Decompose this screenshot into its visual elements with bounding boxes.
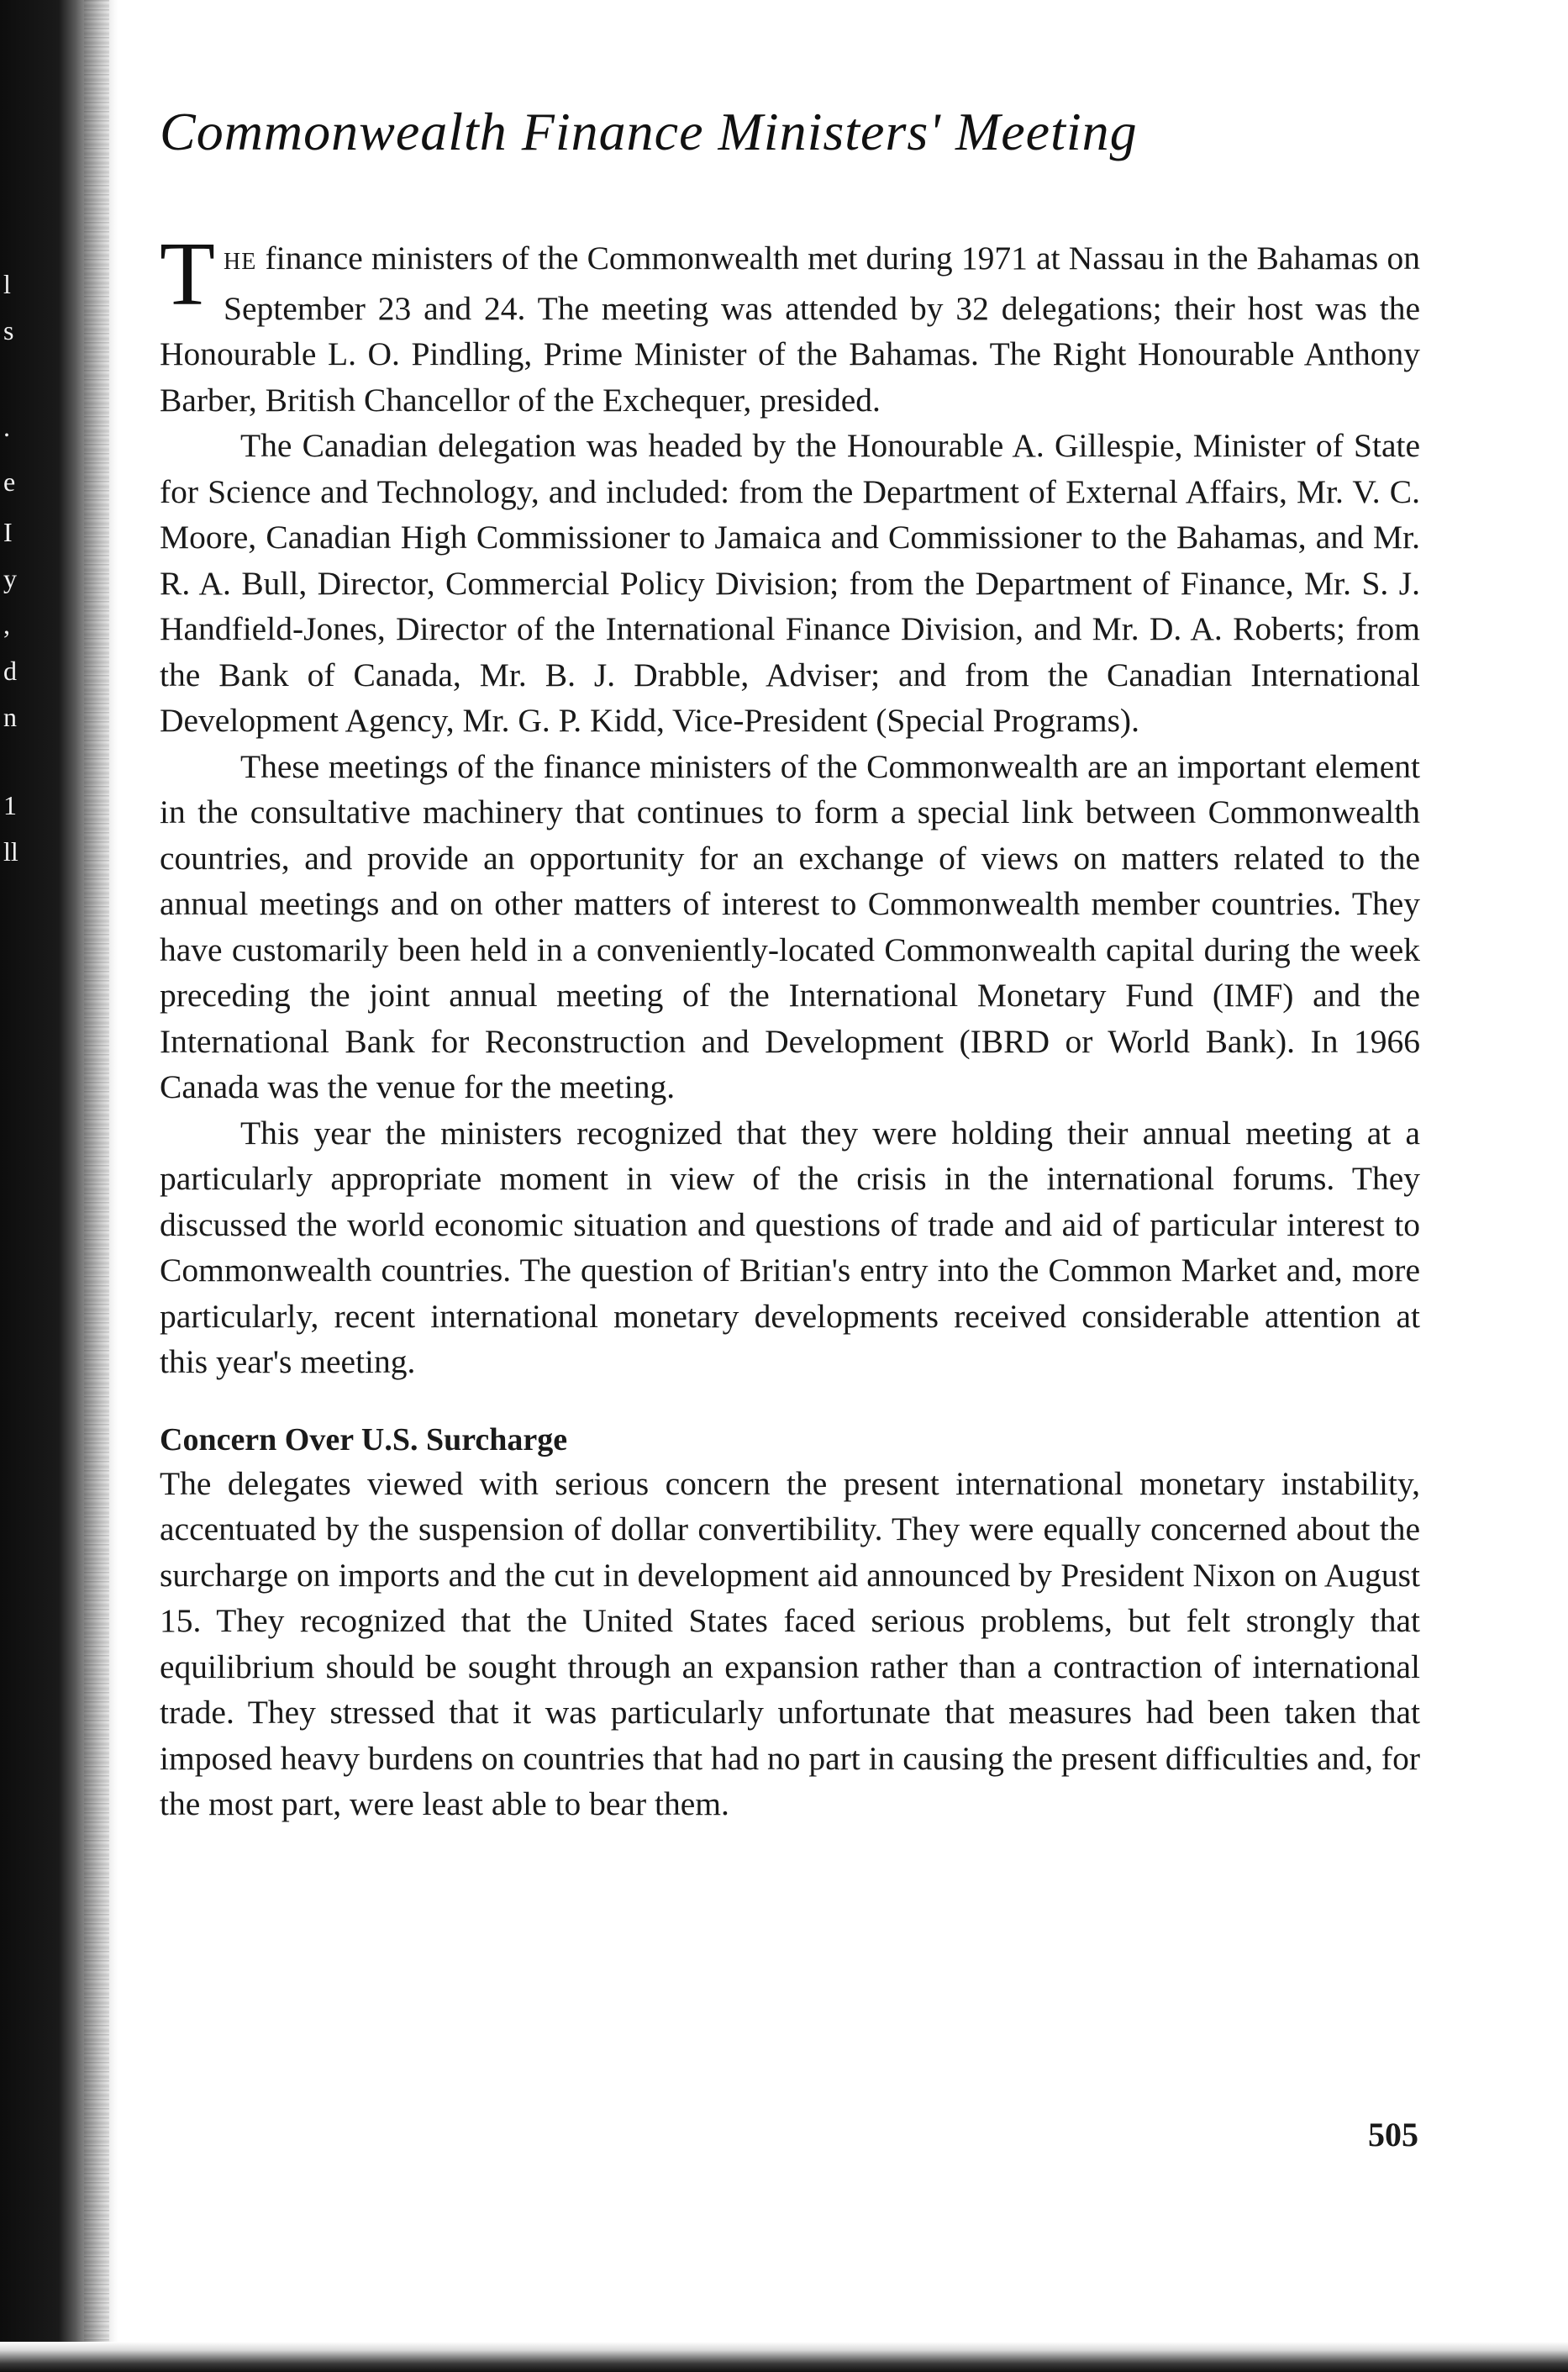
page-title: Commonwealth Finance Ministers' Meeting [160,102,1138,161]
facing-page-fragments [0,269,34,908]
facing-fragment: s [3,315,14,345]
paragraph: This year the ministers recognized that they were holding their annual meeting at a particularly appropriate moment in view of the crisis in the international forums. They discussed the world economic situation and questions of trade and aid of particular interest to Commonwealth countries. The question of Britian's entry into the Common Market and, more particularly, recent international monetary developments received considerable attention at this year's meeting. [160,1114,1420,1380]
paragraph: These meetings of the finance ministers of the Commonwealth are an important element in the consultative machinery that continues to form a special link between Commonwealth countries, and provide an opportunity for an exchange of views on matters related to the annual meetings and on other matters of interest to Commonwealth member countries. They have customarily been held in a conveniently-located Commonwealth capital during the week preceding the joint annual meeting of the International Monetary Fund (IMF) and the International Bank for Reconstruction and Development (IBRD or World Bank). In 1966 Canada was the venue for the meeting. [160,747,1420,1105]
binding-texture [84,0,109,2372]
facing-fragment: l [3,269,11,299]
small-caps-lead: HE [223,249,257,275]
drop-cap: T [160,224,215,324]
paragraph [160,224,1420,423]
facing-fragment: , [3,609,10,640]
paragraph-text: finance ministers of the Commonwealth met during 1971 at Nassau in the Bahamas on September 23 and 24. The meeting was attended by 32 delegations; their host was the Honourable L. O. Pindling, Prime Minister of the Bahamas. The Right Honourable Anthony Barber, British Chancellor of the Exchequer, presided. [160,240,1420,419]
section-heading: Concern Over U.S. Surcharge [160,1421,568,1457]
facing-fragment: . [3,412,10,442]
paragraph: The Canadian delegation was headed by the Honourable A. Gillespie, Minister of State for Science and Technology, and included: from the Department of External Affairs, Mr. V. C. Moore, Canadian High Commissioner to Jamaica and Commissioner to the Bahamas, and Mr. R. A. Bull, Director, Commercial Policy Division; from the Department of Finance, Mr. S. J. Handfield-Jones, Director of the International Finance Division, and Mr. D. A. Roberts; from the Bank of Canada, Mr. B. J. Drabble, Adviser; and from the Canadian International Development Agency, Mr. G. P. Kidd, Vice-President (Special Programs). [160,427,1420,739]
facing-fragment: I [3,517,13,547]
facing-fragment: n [3,702,17,732]
facing-fragment: d [3,656,17,686]
facing-fragment: ll [3,836,18,867]
facing-fragment: 1 [3,790,17,820]
facing-fragment: y [3,563,17,593]
page-number: 505 [1368,2116,1418,2153]
article-body [160,224,1420,1827]
document-page [160,84,1437,2303]
paragraph: The delegates viewed with serious concern the present international monetary instability, accentuated by the suspension of dollar convertibility. They were equally concerned about the surcharge on imports and the cut in development aid announced by President Nixon on August 15. They recognized that the United States faced serious problems, but felt strongly that equilibrium should be sought through an expansion rather than a contraction of international trade. They stressed that it was particularly unfortunate that measures had been taken that imposed heavy burdens on countries that had no part in causing the present difficulties and, for the most part, were least able to bear them. [160,1464,1420,1822]
facing-fragment: e [3,466,16,497]
scan-bottom-edge [0,2342,1568,2372]
